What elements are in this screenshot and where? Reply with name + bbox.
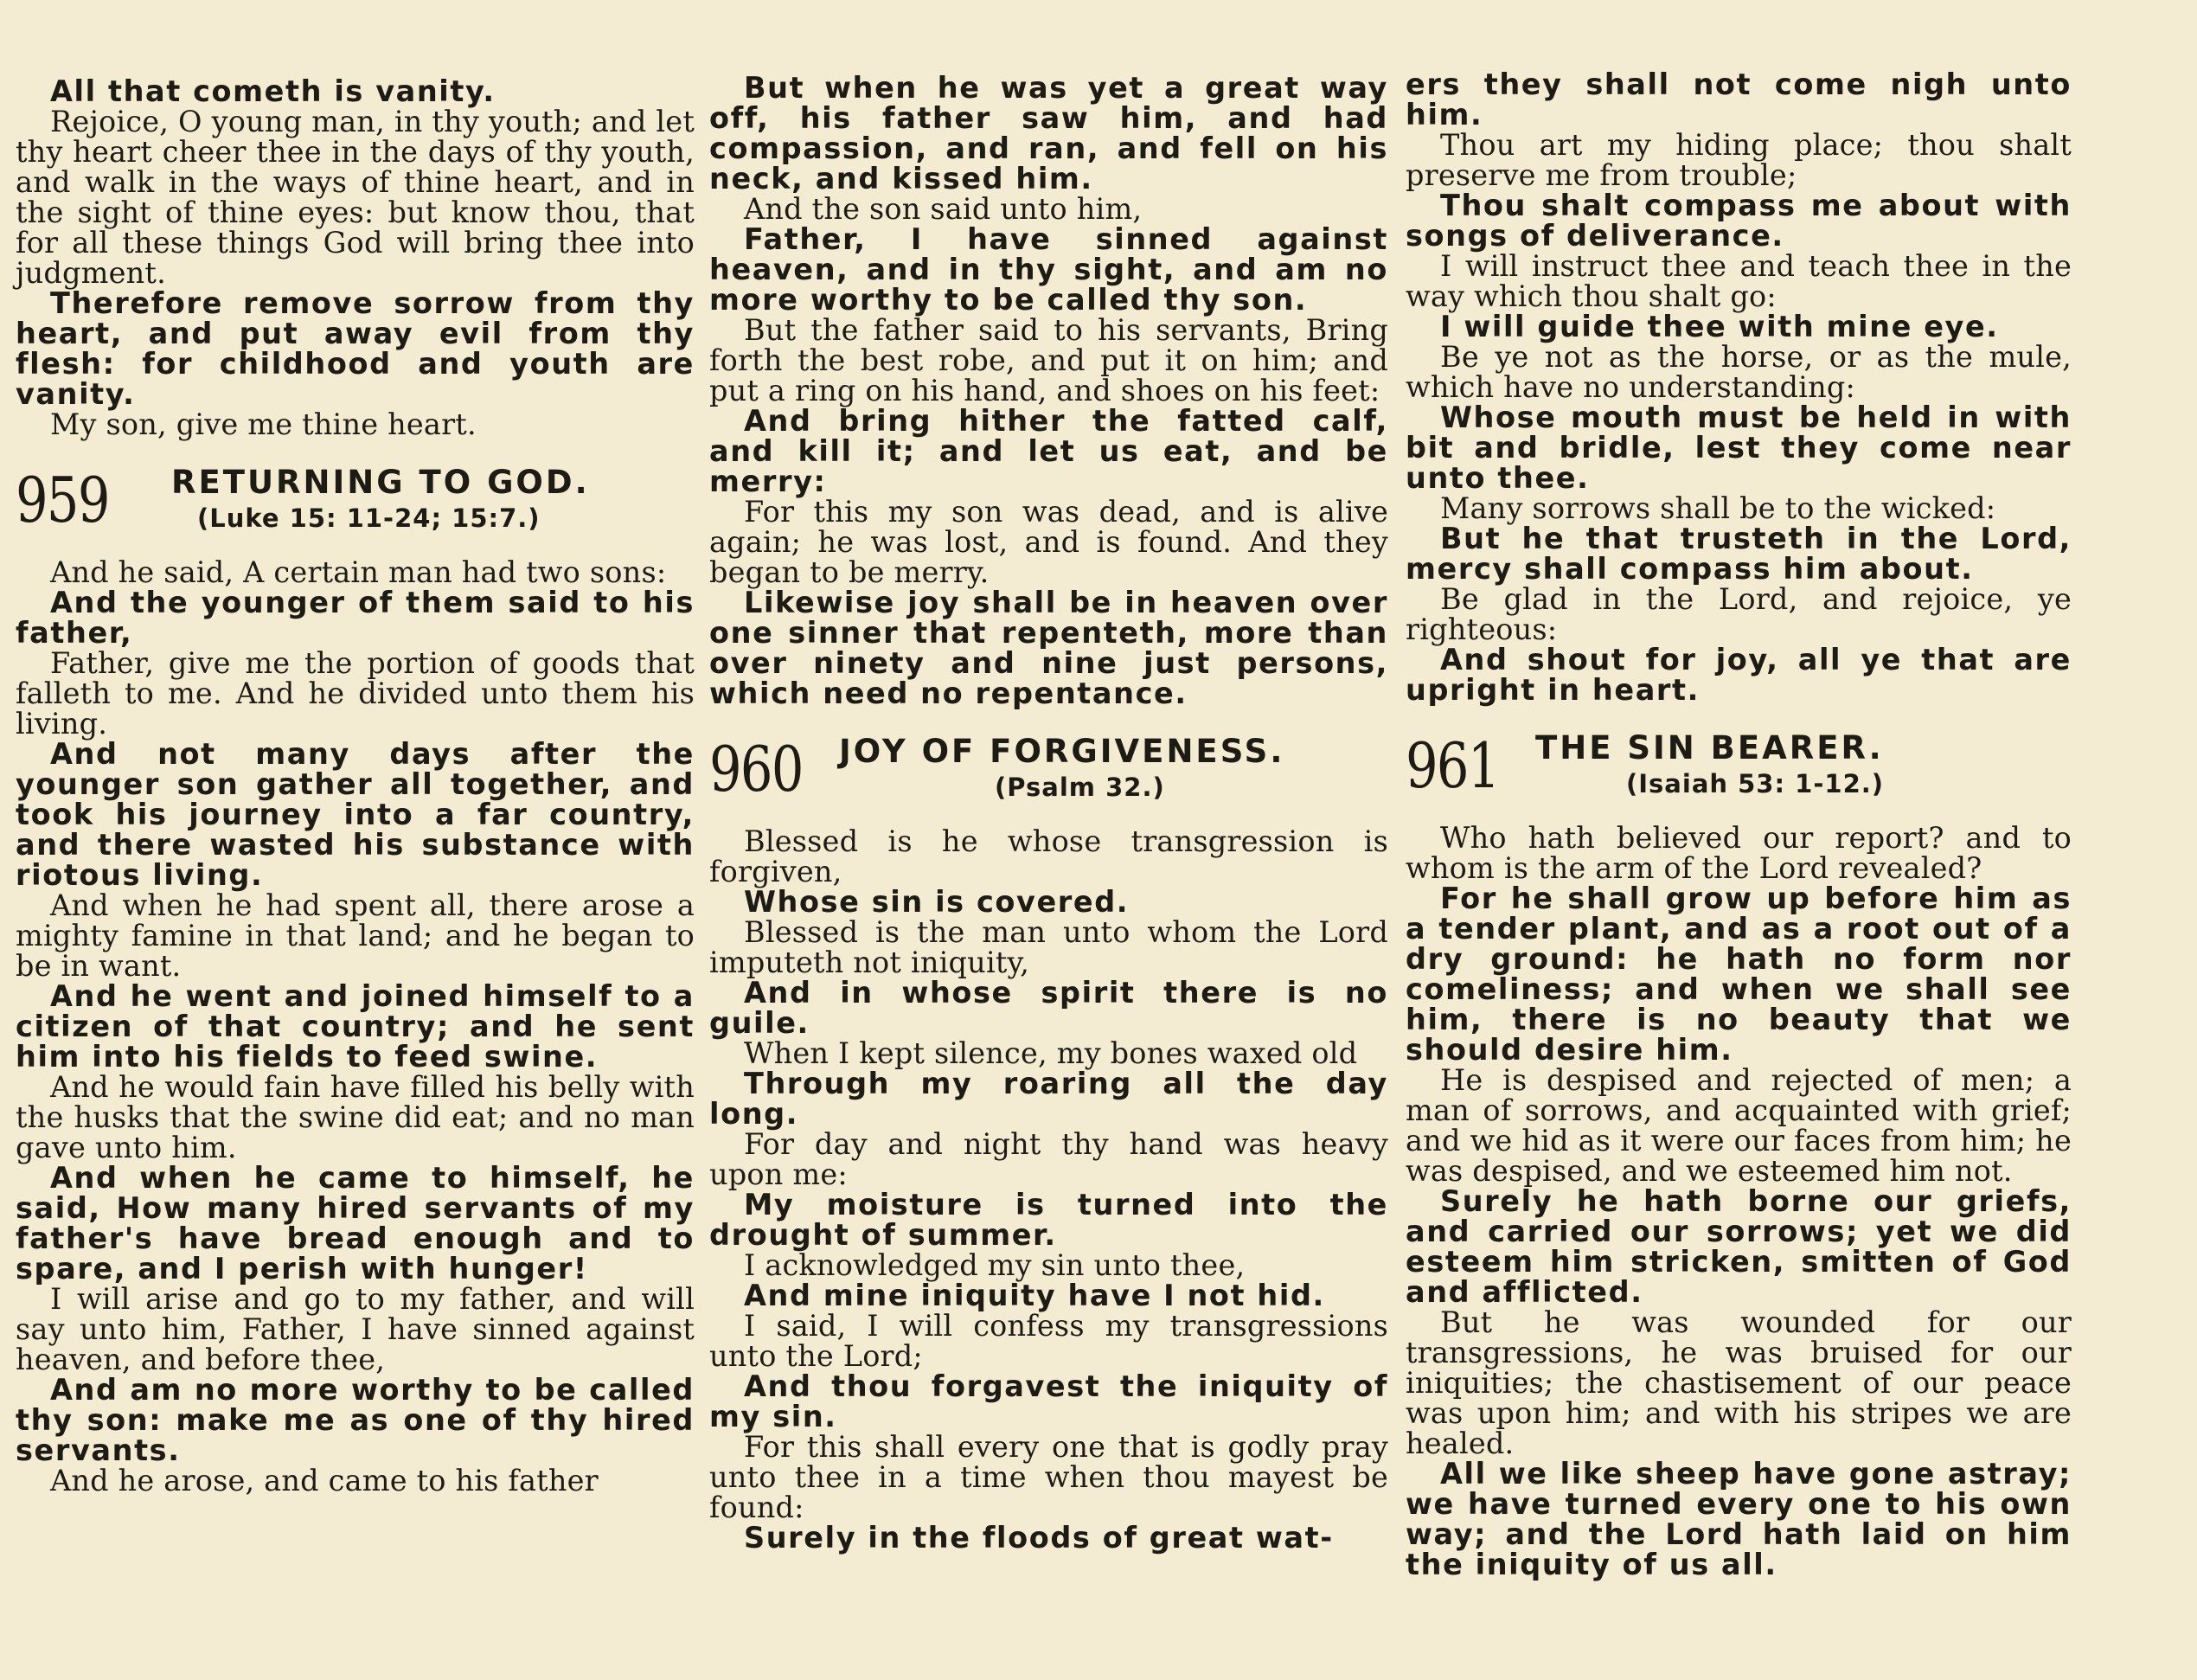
response-verse: And the younger of them said to his father, bbox=[16, 586, 695, 650]
leader-verse: And he would fain have filled his belly with the husks that the swine did eat; and no man gave unto him. bbox=[16, 1070, 695, 1164]
selection-heading bbox=[1406, 726, 2072, 821]
response-verse: And shout for joy, all ye that are upright in heart. bbox=[1406, 643, 2072, 707]
selection-heading bbox=[709, 729, 1388, 824]
response-verse: And in whose spirit there is no guile. bbox=[709, 976, 1388, 1040]
scripture-reference: (Luke 15: 11-24; 15:7.) bbox=[197, 503, 541, 533]
response-verse: Surely in the floods of great wat- bbox=[744, 1521, 1334, 1555]
leader-verse: Who hath believed our report? and to whom is the arm of the Lord revealed? bbox=[1406, 821, 2072, 885]
response-verse: Thou shalt compass me about with songs of deliverance. bbox=[1406, 189, 2072, 253]
response-verse: Whose mouth must be held in with bit and bridle, lest they come near unto thee. bbox=[1406, 401, 2072, 495]
response-verse: And mine iniquity have I not hid. bbox=[744, 1279, 1325, 1312]
leader-verse: But he was wounded for our transgressions, he was bruised for our iniquities; the chastisement of our peace was upon him; and with his stripes we are healed. bbox=[1406, 1305, 2072, 1460]
response-verse: All we like sheep have gone astray; we have turned every one to his own way; and the Lord hath laid on him the iniquity of us all. bbox=[1406, 1457, 2072, 1581]
leader-verse: When I kept silence, my bones waxed old bbox=[744, 1036, 1358, 1070]
leader-verse: But the father said to his servants, Bring forth the best robe, and put it on him; and put a ring on his hand, and shoes on his feet: bbox=[709, 313, 1388, 407]
scripture-reference: (Psalm 32.) bbox=[995, 773, 1165, 802]
response-verse: Whose sin is covered. bbox=[744, 885, 1130, 919]
response-verse: And he went and joined himself to a citizen of that country; and he sent him into his fields to feed swine. bbox=[16, 979, 695, 1074]
selection-number: 960 bbox=[709, 733, 803, 805]
selection-title: RETURNING TO GOD. bbox=[171, 464, 590, 501]
leader-verse: And he arose, and came to his father bbox=[50, 1464, 599, 1497]
leader-verse: And he said, A certain man had two sons: bbox=[50, 555, 667, 589]
response-verse: I will guide thee with mine eye. bbox=[1440, 310, 1999, 343]
leader-verse: Rejoice, O young man, in thy youth; and let thy heart cheer thee in the days of thy youth, and walk in the ways of thine heart, and in the sight of thine eyes: but know thou, that for all these things God will bring thee into judgment. bbox=[16, 105, 695, 290]
leader-verse: For day and night thy hand was heavy upon me: bbox=[709, 1127, 1388, 1191]
leader-verse: I acknowledged my sin unto thee, bbox=[744, 1248, 1246, 1282]
response-verse: And bring hither the fatted calf, and kill it; and let us eat, and be merry: bbox=[709, 404, 1388, 498]
leader-verse: I said, I will confess my transgressions unto the Lord; bbox=[709, 1309, 1388, 1373]
leader-verse: Be ye not as the horse, or as the mule, which have no understanding: bbox=[1406, 340, 2072, 404]
leader-verse: Blessed is he whose transgression is forgiven, bbox=[709, 824, 1388, 888]
leader-verse: Many sorrows shall be to the wicked: bbox=[1440, 491, 1996, 525]
leader-verse: For this my son was dead, and is alive again; he was lost, and is found. And they began to be merry. bbox=[709, 495, 1388, 589]
column-1 bbox=[16, 76, 695, 1496]
leader-verse: Father, give me the portion of goods that falleth to me. And he divided unto them his living. bbox=[16, 646, 695, 741]
response-verse: My moisture is turned into the drought of summer. bbox=[709, 1188, 1388, 1252]
selection-title: JOY OF FORGIVENESS. bbox=[839, 733, 1285, 770]
response-verse: Likewise joy shall be in heaven over one sinner that repenteth, more than over ninety and nine just persons, which need no repentance. bbox=[709, 586, 1388, 710]
leader-verse: He is despised and rejected of men; a man of sorrows, and acquainted with grief; and we hid as it were our faces from him; he was despised, and we esteemed him not. bbox=[1406, 1063, 2072, 1188]
leader-verse: And the son said unto him, bbox=[744, 192, 1143, 226]
response-verse: For he shall grow up before him as a tender plant, and as a root out of a dry ground: he hath no form nor comeliness; and when we shall see him, there is no beauty that we should desire him. bbox=[1406, 882, 2072, 1067]
response-verse: And thou forgavest the iniquity of my sin. bbox=[709, 1369, 1388, 1433]
response-verse: Surely he hath borne our griefs, and carried our sorrows; yet we did esteem him stricken, smitten of God and afflicted. bbox=[1406, 1184, 2072, 1309]
response-verse: But he that trusteth in the Lord, mercy shall compass him about. bbox=[1406, 522, 2072, 586]
scripture-reference: (Isaiah 53: 1-12.) bbox=[1626, 769, 1885, 798]
leader-verse: I will instruct thee and teach thee in the way which thou shalt go: bbox=[1406, 249, 2072, 313]
response-verse: All that cometh is vanity. bbox=[50, 74, 496, 108]
response-verse: Through my roaring all the day long. bbox=[709, 1067, 1388, 1131]
leader-verse: Thou art my hiding place; thou shalt preserve me from trouble; bbox=[1406, 128, 2072, 192]
selection-number: 959 bbox=[16, 464, 109, 536]
response-verse: But when he was yet a great way off, his father saw him, and had compassion, and ran, and fell on his neck, and kissed him. bbox=[709, 71, 1388, 196]
response-verse: ers they shall not come nigh unto him. bbox=[1406, 67, 2072, 131]
response-verse: Therefore remove sorrow from thy heart, and put away evil from thy flesh: for childhood and youth are vanity. bbox=[16, 286, 695, 411]
leader-verse: Be glad in the Lord, and rejoice, ye righteous: bbox=[1406, 582, 2072, 646]
response-verse: Father, I have sinned against heaven, and in thy sight, and am no more worthy to be called thy son. bbox=[709, 222, 1388, 317]
leader-verse: My son, give me thine heart. bbox=[50, 407, 477, 441]
leader-verse: I will arise and go to my father, and will say unto him, Father, I have sinned against heaven, and before thee, bbox=[16, 1282, 695, 1376]
leader-verse: For this shall every one that is godly pray unto thee in a time when thou mayest be found: bbox=[709, 1430, 1388, 1524]
selection-heading bbox=[16, 460, 695, 555]
leader-verse: And when he had spent all, there arose a mighty famine in that land; and he began to be in want. bbox=[16, 888, 695, 983]
selection-number: 961 bbox=[1406, 729, 1499, 802]
response-verse: And not many days after the younger son gather all together, and took his journey into a far country, and there wasted his substance with riotous living. bbox=[16, 737, 695, 892]
leader-verse: Blessed is the man unto whom the Lord imputeth not iniquity, bbox=[709, 915, 1388, 979]
response-verse: And when he came to himself, he said, How many hired servants of my father's have bread enough and to spare, and I perish with hunger! bbox=[16, 1161, 695, 1286]
selection-title: THE SIN BEARER. bbox=[1535, 729, 1884, 766]
column-3 bbox=[1406, 69, 2072, 1580]
column-2 bbox=[709, 73, 1388, 1553]
response-verse: And am no more worthy to be called thy son: make me as one of thy hired servants. bbox=[16, 1373, 695, 1467]
